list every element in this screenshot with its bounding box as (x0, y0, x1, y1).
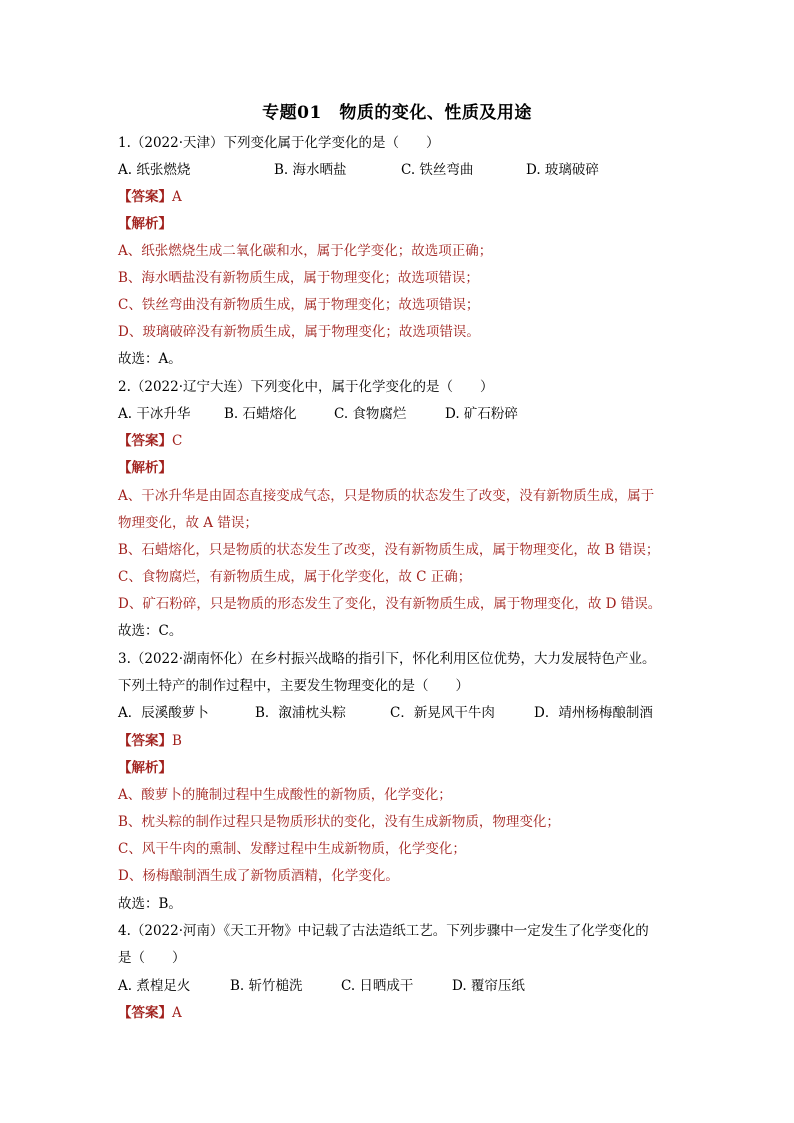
page-title: 专题01 物质的变化、性质及用途 (262, 103, 532, 123)
question-4-answer (118, 1004, 182, 1022)
question-3-stem: 3.（2022·湖南怀化）在乡村振兴战略的指引下，怀化利用区位优势，大力发展特色产业。 (118, 651, 656, 667)
analysis-line: C、食物腐烂，有新物质生成，属于化学变化，故 C 正确； (118, 569, 472, 585)
question-2-answer (118, 432, 182, 450)
option-a: A．辰溪酸萝卜 (118, 705, 209, 721)
answer-label: 【答案】 (118, 733, 172, 749)
option-c: C．新晃风干牛肉 (390, 705, 495, 721)
option-b: B. 斩竹槌洗 (230, 978, 303, 994)
analysis-line: B、枕头粽的制作过程只是物质形状的变化，没有生成新物质，物理变化； (118, 814, 560, 830)
option-d: D．靖州杨梅酿制酒 (534, 705, 653, 721)
option-b: B. 海水晒盐 (274, 162, 347, 178)
analysis-label: 【解析】 (118, 216, 172, 232)
option-a: A. 纸张燃烧 (118, 162, 191, 178)
option-a: A. 煮楻足火 (118, 978, 191, 994)
option-b: B．溆浦枕头粽 (255, 705, 346, 721)
answer-value: B (172, 733, 182, 749)
question-2-conclusion: 故选：C。 (118, 623, 183, 639)
option-c: C. 铁丝弯曲 (401, 162, 474, 178)
question-1-options (118, 161, 599, 179)
answer-value: A (172, 189, 182, 205)
question-3-stem-continued: 下列土特产的制作过程中，主要发生物理变化的是（ ） (118, 678, 469, 694)
analysis-line: C、风干牛肉的熏制、发酵过程中生成新物质，化学变化； (118, 841, 466, 857)
question-4-stem-continued: 是（ ） (118, 950, 186, 966)
answer-label: 【答案】 (118, 1005, 172, 1021)
answer-label: 【答案】 (118, 189, 172, 205)
analysis-line: D、玻璃破碎没有新物质生成，属于物理变化；故选项错误。 (118, 324, 480, 340)
question-2-options (118, 405, 518, 423)
analysis-line: C、铁丝弯曲没有新物质生成，属于物理变化；故选项错误； (118, 297, 480, 313)
answer-label: 【答案】 (118, 433, 172, 449)
question-2-stem: 2.（2022·辽宁大连）下列变化中，属于化学变化的是（ ） (118, 379, 494, 395)
question-3-answer (118, 732, 182, 750)
question-1-stem: 1.（2022·天津）下列变化属于化学变化的是（ ） (118, 135, 440, 151)
analysis-line: D、杨梅酿制酒生成了新物质酒精，化学变化。 (118, 868, 399, 884)
question-3-conclusion: 故选：B。 (118, 896, 182, 912)
option-c: C. 食物腐烂 (334, 406, 407, 422)
option-d: D. 玻璃破碎 (526, 162, 599, 178)
analysis-line: B、海水晒盐没有新物质生成，属于物理变化；故选项错误； (118, 270, 479, 286)
answer-value: C (172, 433, 183, 449)
analysis-line: B、石蜡熔化，只是物质的状态发生了改变，没有新物质生成，属于物理变化，故 B 错误； (118, 542, 660, 558)
option-d: D. 覆帘压纸 (452, 978, 525, 994)
option-d: D. 矿石粉碎 (445, 406, 518, 422)
option-c: C. 日晒成干 (341, 978, 414, 994)
option-a: A. 干冰升华 (118, 406, 191, 422)
analysis-line: D、矿石粉碎，只是物质的形态发生了变化，没有新物质生成，属于物理变化，故 D 错误。 (118, 596, 662, 612)
analysis-line: 物理变化，故 A 错误； (118, 515, 258, 531)
answer-value: A (172, 1005, 182, 1021)
analysis-line: A、干冰升华是由固态直接变成气态，只是物质的状态发生了改变，没有新物质生成，属于 (118, 488, 655, 504)
analysis-line: A、酸萝卜的腌制过程中生成酸性的新物质，化学变化； (118, 787, 452, 803)
question-4-stem: 4.（2022·河南）《天工开物》中记载了古法造纸工艺。下列步骤中一定发生了化学变化的 (118, 923, 649, 939)
question-3-options (118, 704, 653, 722)
analysis-line: A、纸张燃烧生成二氧化碳和水，属于化学变化；故选项正确； (118, 243, 493, 259)
question-1-conclusion: 故选：A。 (118, 351, 182, 367)
question-4-options (118, 977, 525, 995)
analysis-label: 【解析】 (118, 760, 172, 776)
analysis-label: 【解析】 (118, 460, 172, 476)
question-1-answer (118, 188, 182, 206)
option-b: B. 石蜡熔化 (224, 406, 297, 422)
